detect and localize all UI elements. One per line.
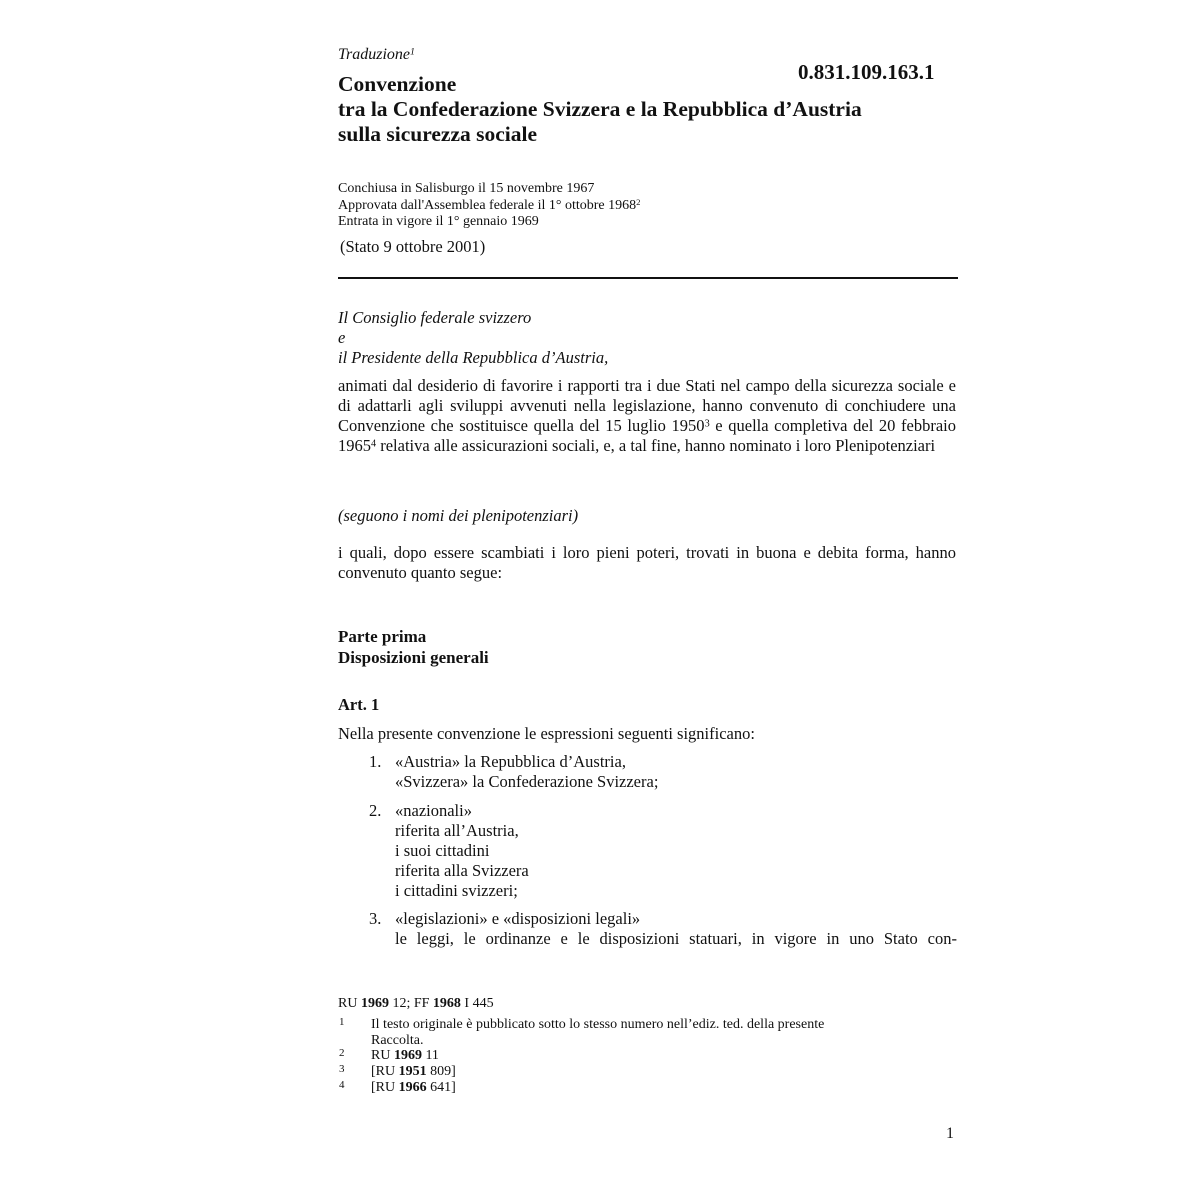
approved-date: Approvata dall'Assemblea federale il 1° ottobre 1968$^2$ bbox=[338, 196, 641, 213]
footnote-ref-1[interactable]: 1 bbox=[410, 46, 415, 58]
footnote-number: 3 bbox=[339, 1063, 345, 1075]
footnote-text: Il testo originale è pubblicato sotto lo stesso numero nell’ediz. ted. della presente Raccolta. bbox=[371, 1017, 825, 1048]
article-intro: Nella presente convenzione le espressioni seguenti significano: bbox=[338, 724, 755, 743]
part-title: Parte prima bbox=[338, 627, 427, 646]
part-subtitle: Disposizioni generali bbox=[338, 648, 489, 667]
part-heading bbox=[338, 626, 489, 668]
sr-number: 0.831.109.163.1 bbox=[798, 60, 935, 84]
header-divider bbox=[338, 277, 958, 279]
status-date: (Stato 9 ottobre 2001) bbox=[340, 237, 486, 256]
footnote-text: [RU 1966 641] bbox=[371, 1080, 456, 1095]
party-line: il Presidente della Repubblica d’Austria, bbox=[338, 348, 609, 367]
title-line: sulla sicurezza sociale bbox=[338, 122, 538, 146]
footnote-number: 2 bbox=[339, 1047, 345, 1059]
preamble-paragraph: animati dal desiderio di favorire i rapporti tra i due Stati nel campo della sicurezza sociale e di adattarli agli sviluppi avvenuti nella legislazione, hanno convenuto di conchiudere una Convenzione che sostituisce quella del 15 luglio 1950$^3$ e quella completiva del 20 febbraio 1965$^4$ relativa alle assicurazioni sociali, e, a tal fine, hanno nominato i loro Plenipotenziari bbox=[338, 376, 956, 455]
title-line: tra la Confederazione Svizzera e la Repubblica d’Austria bbox=[338, 97, 862, 121]
in-force-date: Entrata in vigore il 1° gennaio 1969 bbox=[338, 214, 539, 229]
concluded-date: Conchiusa in Salisburgo il 15 novembre 1967 bbox=[338, 181, 595, 196]
list-item: «nazionali» riferita all’Austria, i suoi cittadini riferita alla Svizzera i cittadini svizzeri; bbox=[395, 801, 529, 900]
preamble-closing-paragraph: i quali, dopo essere scambiati i loro pieni poteri, trovati in buona e debita forma, hanno convenuto quanto segue: bbox=[338, 543, 956, 582]
footnote-text: [RU 1951 809] bbox=[371, 1064, 456, 1079]
plenipotentiaries-note: (seguono i nomi dei plenipotenziari) bbox=[338, 506, 579, 525]
document-title bbox=[338, 72, 862, 147]
footnote-number: 4 bbox=[339, 1079, 345, 1091]
list-item: «legislazioni» e «disposizioni legali» le leggi, le ordinanze e le disposizioni statuari, in vigore in uno Stato con- bbox=[395, 909, 957, 948]
party-line: e bbox=[338, 328, 346, 347]
page-number: 1 bbox=[946, 1125, 954, 1142]
list-number: 1. bbox=[369, 752, 382, 771]
preamble-parties bbox=[338, 308, 956, 368]
footnote-ref-4[interactable]: 4 bbox=[371, 438, 377, 450]
document-metadata bbox=[338, 181, 640, 231]
footnote-number: 1 bbox=[339, 1016, 345, 1028]
list-number: 2. bbox=[369, 801, 382, 820]
footnote-ref-3[interactable]: 3 bbox=[704, 418, 710, 430]
source-reference: RU 1969 12; FF 1968 I 445 bbox=[338, 996, 494, 1011]
title-line: Convenzione bbox=[338, 72, 457, 96]
translation-label: Traduzione$^1$ bbox=[338, 46, 415, 63]
article-heading: Art. 1 bbox=[338, 695, 380, 714]
party-line: Il Consiglio federale svizzero bbox=[338, 308, 532, 327]
list-number: 3. bbox=[369, 909, 382, 928]
footnote-ref-2[interactable]: 2 bbox=[636, 196, 641, 207]
list-item: «Austria» la Repubblica d’Austria, «Svizzera» la Confederazione Svizzera; bbox=[395, 752, 659, 791]
footnote-text: RU 1969 11 bbox=[371, 1048, 439, 1063]
